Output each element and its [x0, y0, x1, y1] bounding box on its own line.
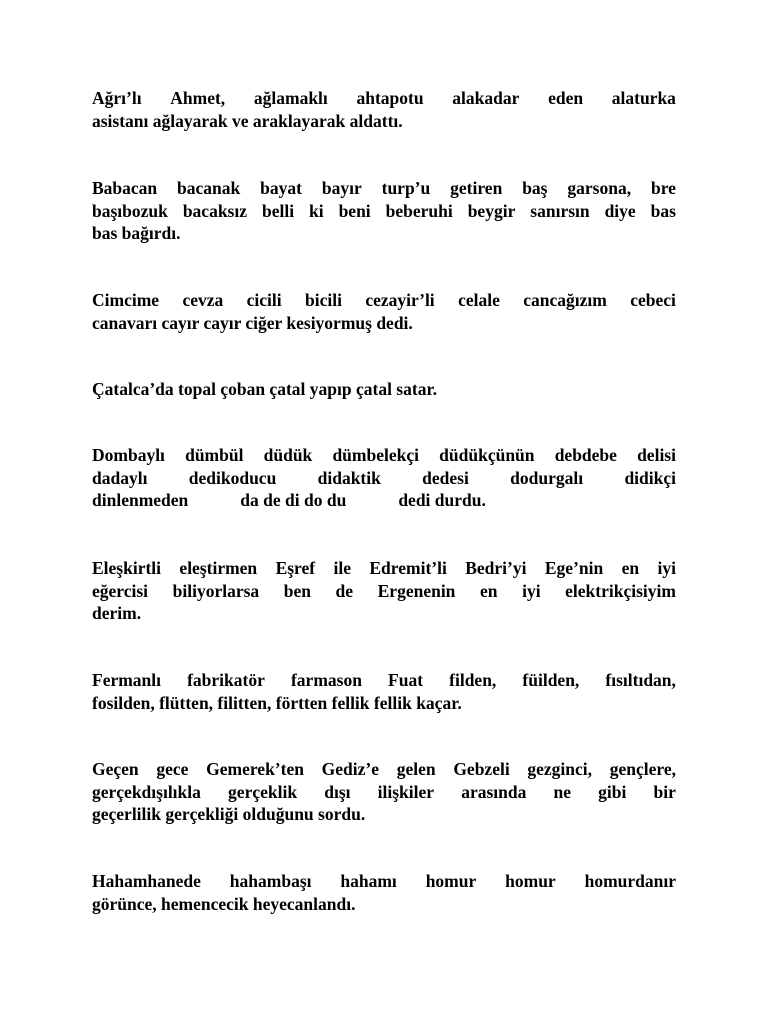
word: beni	[338, 200, 371, 221]
paragraph-line	[92, 87, 676, 110]
paragraph-e	[92, 557, 676, 625]
word: başıbozuk	[92, 200, 168, 221]
word: Fermanlı	[92, 670, 162, 690]
word: gelen	[396, 759, 436, 779]
paragraph-line: Çatalca’da topal çoban çatal yapıp çatal satar.	[92, 379, 437, 399]
word: dümbül	[185, 445, 244, 465]
word: dadaylı	[92, 467, 148, 488]
word: alakadar	[452, 88, 520, 108]
word: belli	[261, 200, 295, 221]
line-fragment: dedi durdu.	[398, 490, 486, 510]
word: bayır	[321, 178, 362, 198]
paragraph-line	[92, 467, 676, 490]
word: farmason	[290, 670, 362, 690]
word: cezayir’li	[365, 290, 435, 310]
word: gerçeklik	[228, 781, 298, 802]
paragraph-b	[92, 177, 676, 245]
paragraph-line	[92, 489, 676, 512]
word: dışı	[324, 781, 351, 802]
word: diye	[604, 200, 636, 221]
word: de	[335, 580, 354, 601]
word: cevza	[182, 290, 224, 310]
word: eleştirmen	[179, 558, 258, 578]
word: Fuat	[388, 670, 424, 690]
word: füilden,	[522, 670, 580, 690]
paragraph-line: derim.	[92, 603, 142, 623]
word: eğercisi	[92, 580, 149, 601]
paragraph-d	[92, 444, 676, 512]
word: getiren	[450, 178, 503, 198]
word: en	[480, 580, 498, 601]
word: dodurgalı	[510, 467, 584, 488]
word: Babacan	[92, 178, 158, 198]
word: fabrikatör	[187, 670, 265, 690]
paragraph-c-cedilla	[92, 378, 676, 401]
word: Ahmet,	[170, 88, 226, 108]
word: beygir	[467, 200, 516, 221]
word: ilişkiler	[377, 781, 435, 802]
word: alaturka	[611, 88, 676, 108]
word: ki	[309, 200, 324, 221]
paragraph-line	[92, 177, 676, 200]
word: bicili	[305, 290, 342, 310]
paragraph-line	[92, 758, 676, 781]
word: didikçi	[624, 467, 676, 488]
word: beberuhi	[385, 200, 453, 221]
word: ahtapotu	[356, 88, 424, 108]
word: delisi	[637, 445, 676, 465]
word: Cimcime	[92, 290, 160, 310]
word: bayat	[260, 178, 302, 198]
word: hahamı	[340, 871, 397, 891]
word: debdebe	[554, 445, 617, 465]
word: ile	[333, 558, 351, 578]
paragraph-line: canavarı cayır cayır ciğer kesiyormuş dedi.	[92, 312, 413, 333]
word: iyi	[522, 580, 541, 601]
word: dümbelekçi	[332, 445, 419, 465]
word: arasında	[461, 781, 527, 802]
word: bacaksız	[182, 200, 248, 221]
line-fragment: dinlenmeden	[92, 490, 189, 510]
word: gerçekdışılıkla	[92, 781, 201, 802]
paragraph-line	[92, 444, 676, 467]
word: ben	[283, 580, 311, 601]
word: Dombaylı	[92, 445, 165, 465]
paragraph-line: görünce, hemencecik heyecanlandı.	[92, 893, 356, 914]
word: gece	[156, 759, 189, 779]
word: Gemerek’ten	[206, 759, 304, 779]
word: Gebzeli	[453, 759, 510, 779]
paragraph-line: geçerlilik gerçekliği olduğunu sordu.	[92, 804, 366, 824]
line-fragment: da de di do du	[240, 490, 347, 510]
word: fısıltıdan,	[605, 670, 676, 690]
word: hahambaşı	[229, 871, 312, 891]
paragraph-line	[92, 289, 676, 312]
word: gezginci,	[527, 759, 593, 779]
word: sanırsın	[530, 200, 590, 221]
paragraph-c	[92, 289, 676, 334]
word: turp’u	[381, 178, 431, 198]
word: Ergenenin	[377, 580, 456, 601]
word: Ege’nin	[544, 558, 604, 578]
paragraph-line: bas bağırdı.	[92, 223, 181, 243]
word: gençlere,	[609, 759, 676, 779]
word: ne	[553, 781, 572, 802]
word: düdük	[263, 445, 313, 465]
word: cancağızım	[523, 290, 607, 310]
paragraph-a	[92, 87, 676, 132]
word: bacanak	[177, 178, 241, 198]
word: biliyorlarsa	[172, 580, 260, 601]
word: baş	[522, 178, 548, 198]
paragraph-line: fosilden, flütten, filitten, förtten fellik fellik kaçar.	[92, 692, 462, 713]
paragraph-line	[92, 669, 676, 692]
word: Hahamhanede	[92, 871, 201, 891]
paragraph-line	[92, 557, 676, 580]
word: Bedri’yi	[465, 558, 527, 578]
word: Eşref	[275, 558, 316, 578]
word: gibi	[598, 781, 627, 802]
word: Eleşkirtli	[92, 558, 162, 578]
paragraph-line	[92, 870, 676, 893]
paragraph-line	[92, 781, 676, 804]
word: iyi	[657, 558, 676, 578]
word: dedikoducu	[188, 467, 277, 488]
word: homurdanır	[584, 871, 676, 891]
word: bir	[653, 781, 676, 802]
word: homur	[505, 871, 556, 891]
word: elektrikçisiyim	[565, 580, 676, 601]
paragraph-f	[92, 669, 676, 714]
word: bre	[650, 178, 676, 198]
word: cicili	[246, 290, 282, 310]
word: garsona,	[567, 178, 632, 198]
word: homur	[425, 871, 477, 891]
word: bas	[650, 200, 676, 221]
paragraph-line	[92, 580, 676, 603]
word: didaktik	[317, 467, 381, 488]
word: Gediz’e	[321, 759, 380, 779]
word: Geçen	[92, 759, 139, 779]
word: düdükçünün	[439, 445, 535, 465]
paragraph-g	[92, 758, 676, 826]
paragraph-line: asistanı ağlayarak ve araklayarak aldattı.	[92, 110, 403, 131]
word: celale	[458, 290, 500, 310]
word: Edremit’li	[369, 558, 447, 578]
word: Ağrı’lı	[92, 88, 142, 108]
paragraph-h	[92, 870, 676, 915]
paragraph-line	[92, 200, 676, 223]
word: ağlamaklı	[253, 88, 328, 108]
word: eden	[548, 88, 584, 108]
word: dedesi	[422, 467, 469, 488]
word: en	[621, 558, 640, 578]
word: cebeci	[630, 290, 676, 310]
word: filden,	[449, 670, 497, 690]
